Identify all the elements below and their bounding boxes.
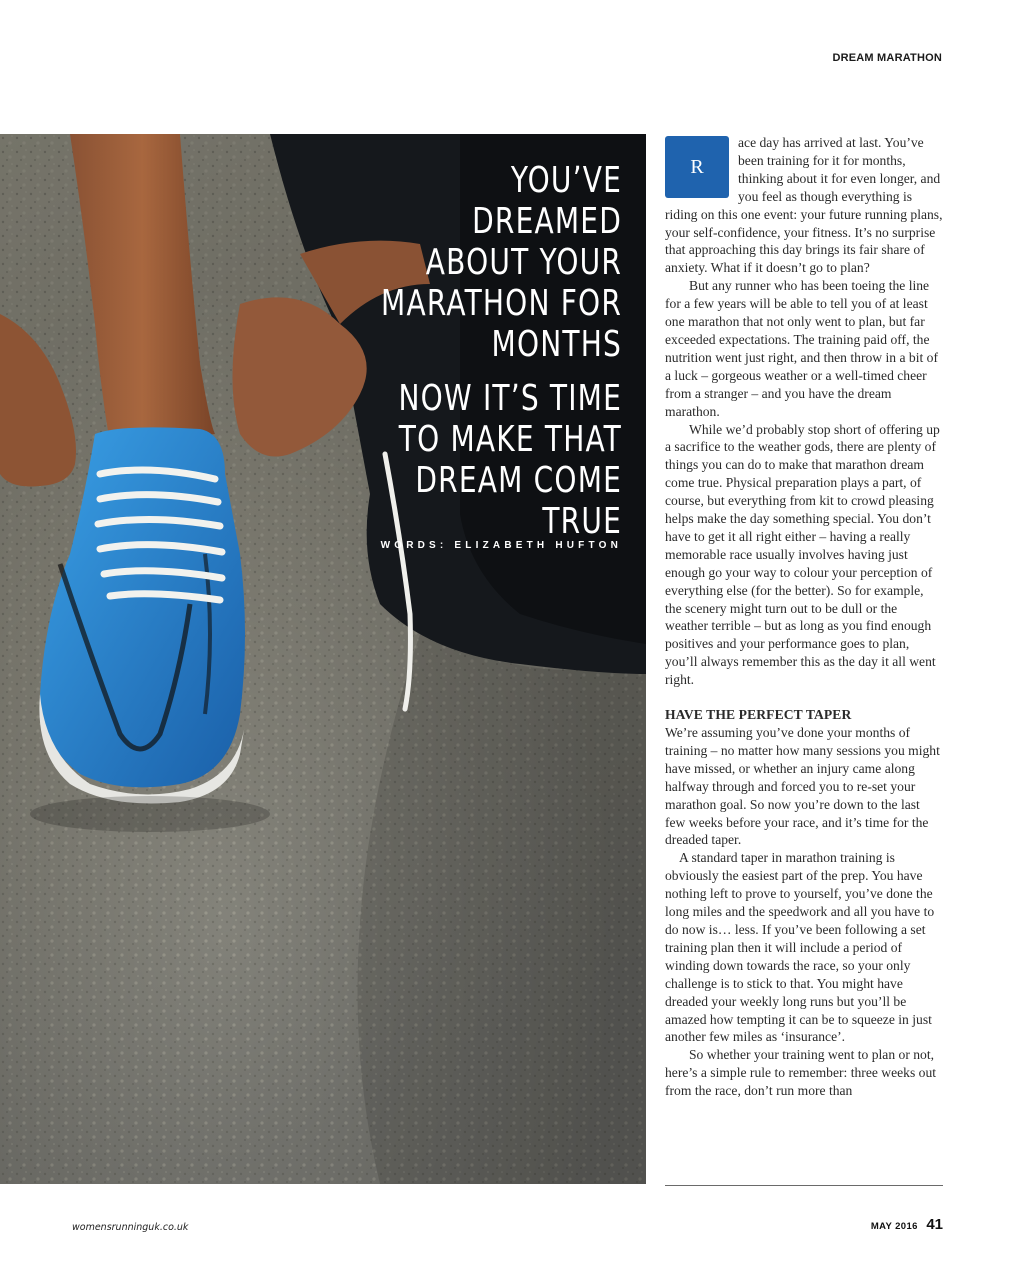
article-paragraph: We’re assuming you’ve done your months of training – no matter how many sessions you might have missed, or whether an injury came along halfway through and forced you to re-set your marathon goal. So now you’re down to the last few weeks before your race, and it’s time for the dreaded taper. (665, 725, 940, 848)
headline-part-2: NOW IT’S TIME TO MAKE THAT DREAM COME TRUE (398, 378, 622, 542)
article-subhead: HAVE THE PERFECT TAPER (665, 707, 852, 723)
byline: WORDS: ELIZABETH HUFTON (380, 540, 622, 551)
issue-date: MAY 2016 (870, 1221, 918, 1232)
footer-website: womensrunninguk.co.uk (72, 1222, 189, 1233)
article-paragraph (665, 134, 943, 277)
article-paragraph: A standard taper in marathon training is obviously the easiest part of the prep. You have nothing left to prove to yourself, you’ve done the long miles and the speedwork and all you have to do now is… less. If you’ve been following a set training plan then it will include a period of winding down towards the race, so your only challenge is to stick to that. You might have dreaded your weekly long runs but you’ll be amazed how tempting it can be to squeeze in just another few miles as ‘insurance’. (665, 850, 935, 1045)
article-paragraph: But any runner who has been toeing the line for a few years will be able to tell you of at least one marathon that not only went to plan, but far exceeded expectations. The training paid off, the nutrition went just right, and then throw in a bit of a luck – gorgeous weather or a well-timed cheer from a stranger – and you have the dream marathon. (665, 278, 938, 419)
footer-issue-info (871, 1216, 943, 1234)
headline-part-1: YOU’VE DREAMED ABOUT YOUR MARATHON FOR MONTHS (381, 160, 622, 365)
article-paragraph: While we’d probably stop short of offering up a sacrifice to the weather gods, there are plenty of things you can do to make that marathon dream come true. Physical preparation plays a part, of course, but everything from kit to crowd pleasing helps make the day something special. You don’t have to get it all right either – having a really memorable race usually involves having just enough go your way to colour your perception of everything else (for the better). So for example, the scenery might turn out to be dull or the weather terrible – but as long as you find enough positives and your performance goes to plan, you’ll always remember this as the day it all went right. (665, 421, 940, 688)
dropcap: R (665, 136, 729, 198)
page-number: 41 (926, 1216, 943, 1233)
footer-divider (665, 1185, 943, 1186)
section-label: DREAM MARATHON (832, 52, 942, 64)
article-body (665, 134, 943, 1100)
paragraph-text: ace day has arrived at last. You’ve been training for it for months, thinking about it for even longer, and you feel as though everything is riding on this one event: your future running plans, your self-confidence, your fitness. It’s no surprise that approaching this day brings its fair share of anxiety. What if it doesn’t go to plan? (665, 135, 943, 276)
hero-photo (0, 134, 646, 1184)
headline (365, 160, 622, 542)
article-paragraph: So whether your training went to plan or not, here’s a simple rule to remember: three weeks out from the race, don’t run more than (665, 1047, 937, 1099)
